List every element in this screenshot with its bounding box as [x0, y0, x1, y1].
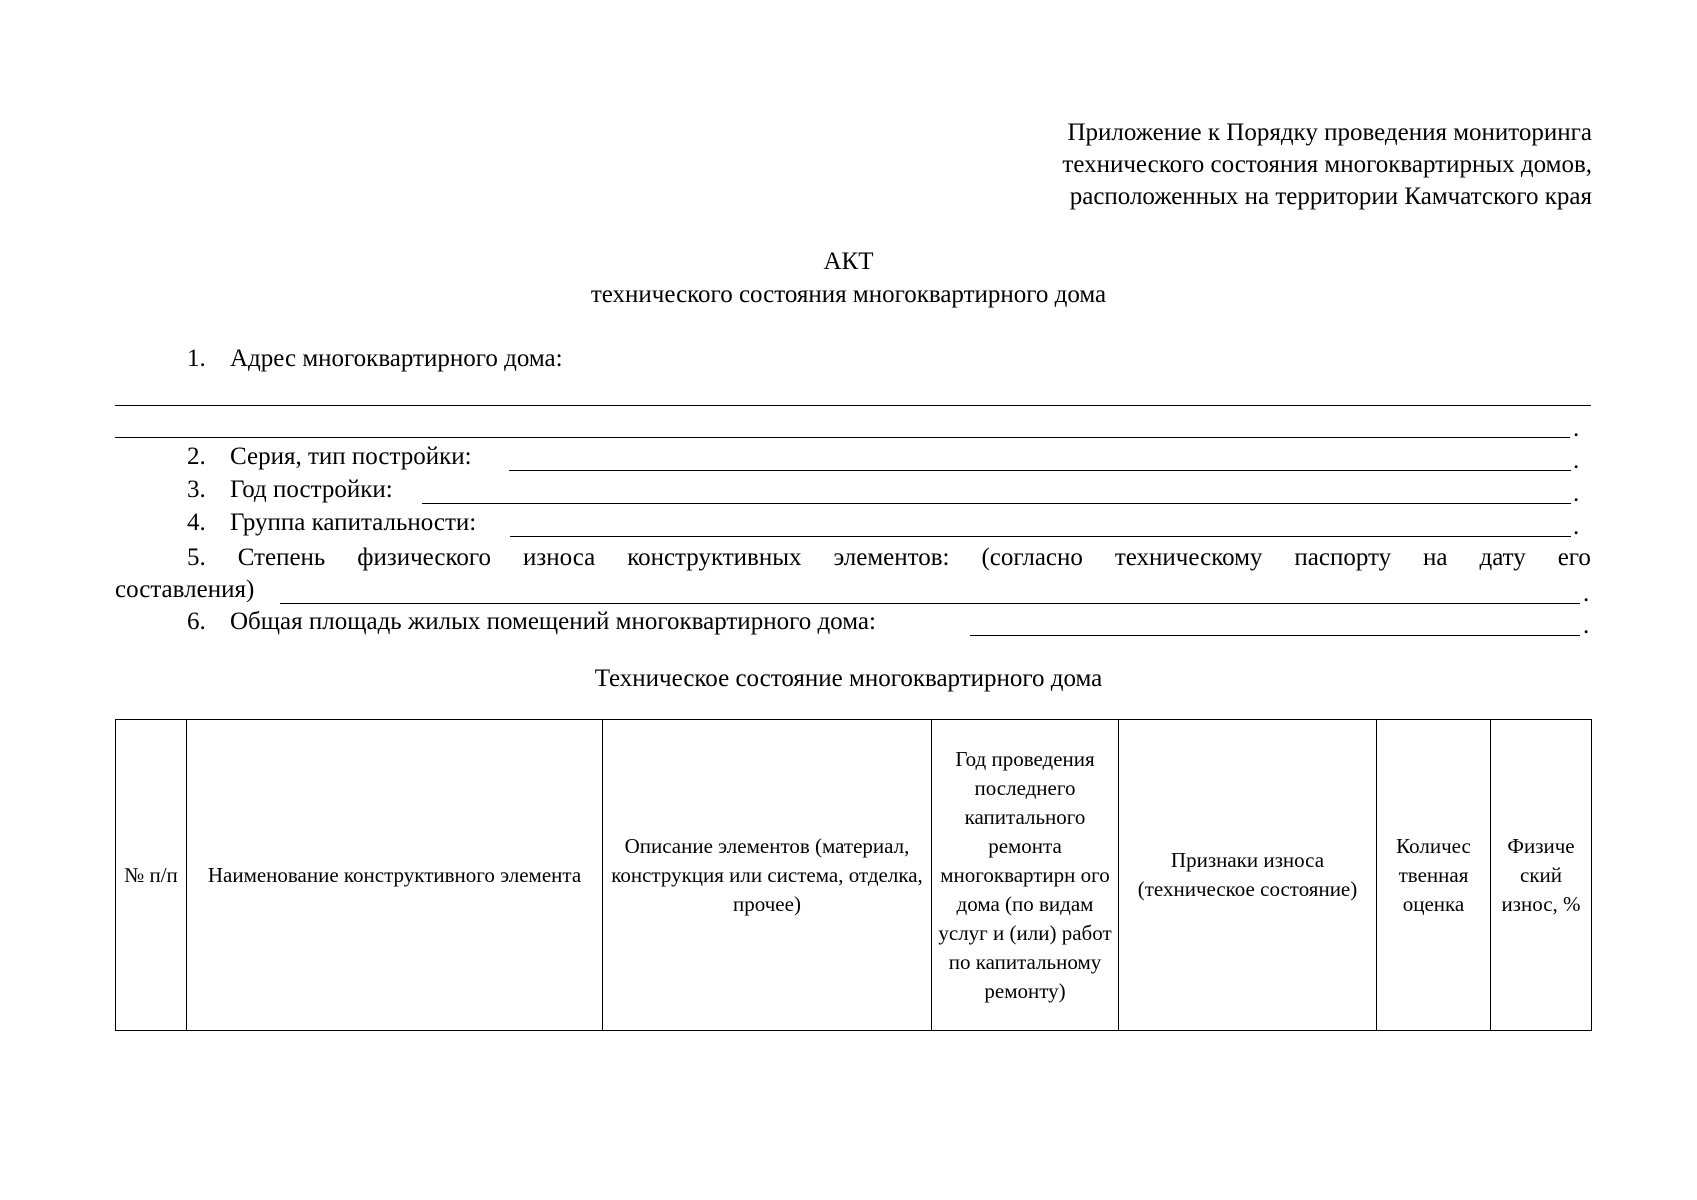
item-6-label: Общая площадь жилых помещений многоквартирного дома:: [230, 608, 876, 635]
item-3-fill-line[interactable]: [422, 503, 1571, 504]
header-element-name: Наименование конструктивного элемента: [187, 720, 603, 1031]
item-1-number: 1.: [187, 345, 206, 372]
item-5-word: паспорту: [1294, 544, 1392, 571]
item-5-word: конструктивных: [627, 544, 802, 571]
item-3-label: Год постройки:: [230, 476, 393, 503]
item-5-word: техническому: [1114, 544, 1263, 571]
header-quantitative-assessment: Количес твенная оценка: [1377, 720, 1491, 1031]
item-5-first-line: [187, 544, 1591, 572]
item-4-number: 4.: [187, 509, 206, 536]
item-5-fill-line[interactable]: [280, 603, 1580, 604]
item-3-number: 3.: [187, 476, 206, 503]
item-5-word: элементов:: [833, 544, 950, 571]
item-5-end-dot: .: [1583, 580, 1590, 607]
item-1-fill-line-1[interactable]: [115, 405, 1591, 406]
table-header-row: [116, 720, 1592, 1031]
item-5-number: 5.: [187, 544, 206, 571]
item-2-label: Серия, тип постройки:: [230, 443, 472, 470]
item-4-fill-line[interactable]: [510, 536, 1571, 537]
header-element-description: Описание элементов (материал, конструкция или система, отделка, прочее): [603, 720, 932, 1031]
item-2-number: 2.: [187, 443, 206, 470]
item-5-word: (согласно: [981, 544, 1083, 571]
act-title: АКТ: [823, 248, 874, 275]
appendix-line-3: расположенных на территории Камчатского края: [1069, 183, 1592, 210]
item-4-label: Группа капитальности:: [230, 509, 477, 536]
item-1-label: Адрес многоквартирного дома:: [230, 345, 563, 372]
item-6-number: 6.: [187, 608, 206, 635]
header-physical-wear: Физиче ский износ, %: [1491, 720, 1592, 1031]
item-1-end-dot: .: [1573, 415, 1580, 442]
appendix-line-1: Приложение к Порядку проведения мониторинга: [1067, 119, 1592, 146]
item-5-word: износа: [522, 544, 596, 571]
appendix-heading: [1062, 117, 1592, 213]
item-2-end-dot: .: [1573, 447, 1580, 474]
appendix-line-2: технического состояния многоквартирных домов,: [1062, 151, 1592, 178]
act-subtitle: технического состояния многоквартирного дома: [590, 281, 1107, 308]
section-title: Техническое состояние многоквартирного дома: [594, 665, 1103, 692]
item-5-word: его: [1557, 544, 1591, 571]
item-2-fill-line[interactable]: [509, 470, 1571, 471]
item-1-fill-line-2[interactable]: [115, 437, 1570, 438]
item-5-word: на: [1423, 544, 1448, 571]
item-5-continuation: составления): [115, 576, 255, 603]
header-wear-signs: Признаки износа (техническое состояние): [1119, 720, 1377, 1031]
header-repair-year: Год проведения последнего капитального ремонта многоквартирн ого дома (по видам услуг и (или) работ по капитальному ремонту): [932, 720, 1119, 1031]
item-6-fill-line[interactable]: [970, 635, 1580, 636]
item-5-word: Степень: [237, 544, 326, 571]
item-6-end-dot: .: [1583, 612, 1590, 639]
item-5-word: дату: [1479, 544, 1526, 571]
technical-condition-table: [115, 719, 1592, 1031]
item-3-end-dot: .: [1573, 480, 1580, 507]
item-4-end-dot: .: [1573, 513, 1580, 540]
item-5-word: физического: [357, 544, 492, 571]
header-number: № п/п: [116, 720, 187, 1031]
